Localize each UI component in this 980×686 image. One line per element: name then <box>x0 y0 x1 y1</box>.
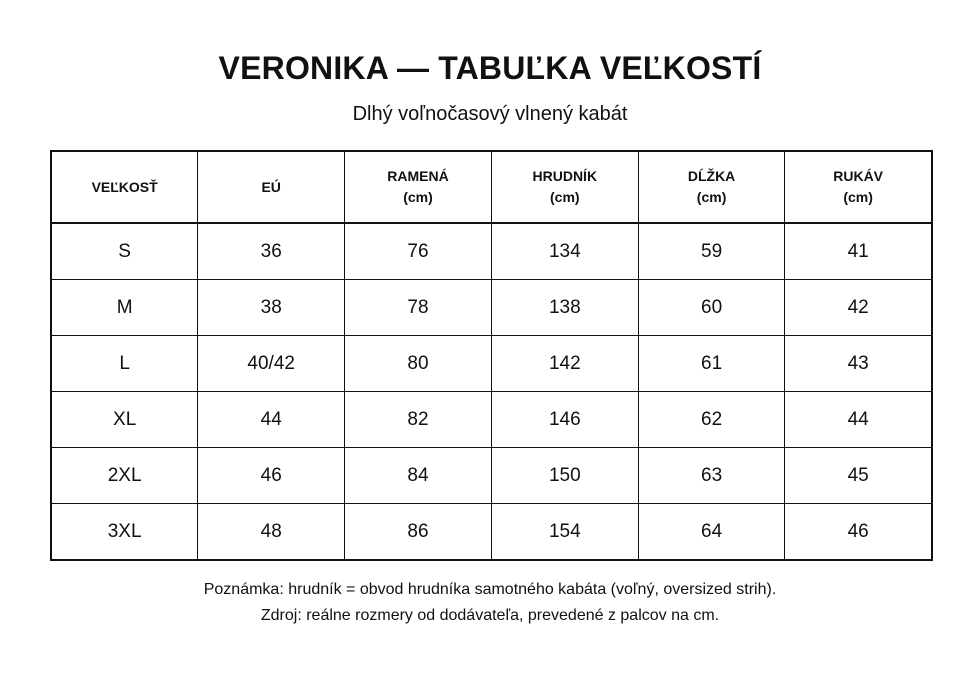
column-header-unit: (cm) <box>696 189 727 205</box>
table-cell: XL <box>51 392 198 448</box>
page-subtitle: Dlhý voľnočasový vlnený kabát <box>352 103 628 125</box>
table-cell: 138 <box>491 280 638 336</box>
column-header-eu <box>198 151 345 223</box>
column-header-size <box>51 151 198 223</box>
column-header-label: HRUDNÍK <box>532 168 598 184</box>
table-cell: 82 <box>345 392 492 448</box>
column-header-label: DĹŽKA <box>687 168 736 184</box>
column-header-label: RUKÁV <box>833 168 884 184</box>
table-cell: 64 <box>638 504 785 561</box>
column-header-unit: (cm) <box>403 189 433 205</box>
page-title: VERONIKA — TABUĽKA VEĽKOSTÍ <box>218 50 762 86</box>
footnote: Poznámka: hrudník = obvod hrudníka samotného kabáta (voľný, oversized strih). <box>203 581 777 598</box>
column-header-chest <box>491 151 638 223</box>
table-cell: 78 <box>345 280 492 336</box>
table-cell: L <box>51 336 198 392</box>
table-row <box>51 392 932 448</box>
table-cell: 63 <box>638 448 785 504</box>
column-header-unit: (cm) <box>550 189 580 205</box>
table-cell: 76 <box>345 223 492 280</box>
column-header-label: RAMENÁ <box>387 168 449 184</box>
table-cell: 142 <box>491 336 638 392</box>
table-cell: 45 <box>785 448 932 504</box>
table-header-row <box>51 151 932 223</box>
table-cell: 59 <box>638 223 785 280</box>
table-cell: 43 <box>785 336 932 392</box>
table-cell: 146 <box>491 392 638 448</box>
column-header-shoulders <box>345 151 492 223</box>
table-cell: 154 <box>491 504 638 561</box>
column-header-length <box>638 151 785 223</box>
column-header-unit: (cm) <box>843 189 873 205</box>
size-table <box>50 150 933 561</box>
table-cell: 41 <box>785 223 932 280</box>
column-header-sleeve <box>785 151 932 223</box>
table-cell: 134 <box>491 223 638 280</box>
table-cell: 46 <box>785 504 932 561</box>
table-cell: 2XL <box>51 448 198 504</box>
source-note: Zdroj: reálne rozmery od dodávateľa, prevedené z palcov na cm. <box>260 607 720 624</box>
table-cell: 38 <box>198 280 345 336</box>
column-header-label: VEĽKOSŤ <box>91 178 158 195</box>
table-row <box>51 448 932 504</box>
table-cell: 62 <box>638 392 785 448</box>
table-cell: 80 <box>345 336 492 392</box>
table-row <box>51 336 932 392</box>
table-cell: 3XL <box>51 504 198 561</box>
table-cell: 60 <box>638 280 785 336</box>
column-header-label: EÚ <box>261 178 281 195</box>
table-cell: 150 <box>491 448 638 504</box>
table-cell: S <box>51 223 198 280</box>
table-cell: 44 <box>785 392 932 448</box>
table-row <box>51 223 932 280</box>
table-cell: 86 <box>345 504 492 561</box>
table-row <box>51 280 932 336</box>
table-cell: 48 <box>198 504 345 561</box>
table-cell: 40/42 <box>198 336 345 392</box>
table-cell: 44 <box>198 392 345 448</box>
table-cell: M <box>51 280 198 336</box>
table-cell: 61 <box>638 336 785 392</box>
table-cell: 84 <box>345 448 492 504</box>
table-row <box>51 504 932 561</box>
table-cell: 36 <box>198 223 345 280</box>
table-cell: 42 <box>785 280 932 336</box>
table-cell: 46 <box>198 448 345 504</box>
